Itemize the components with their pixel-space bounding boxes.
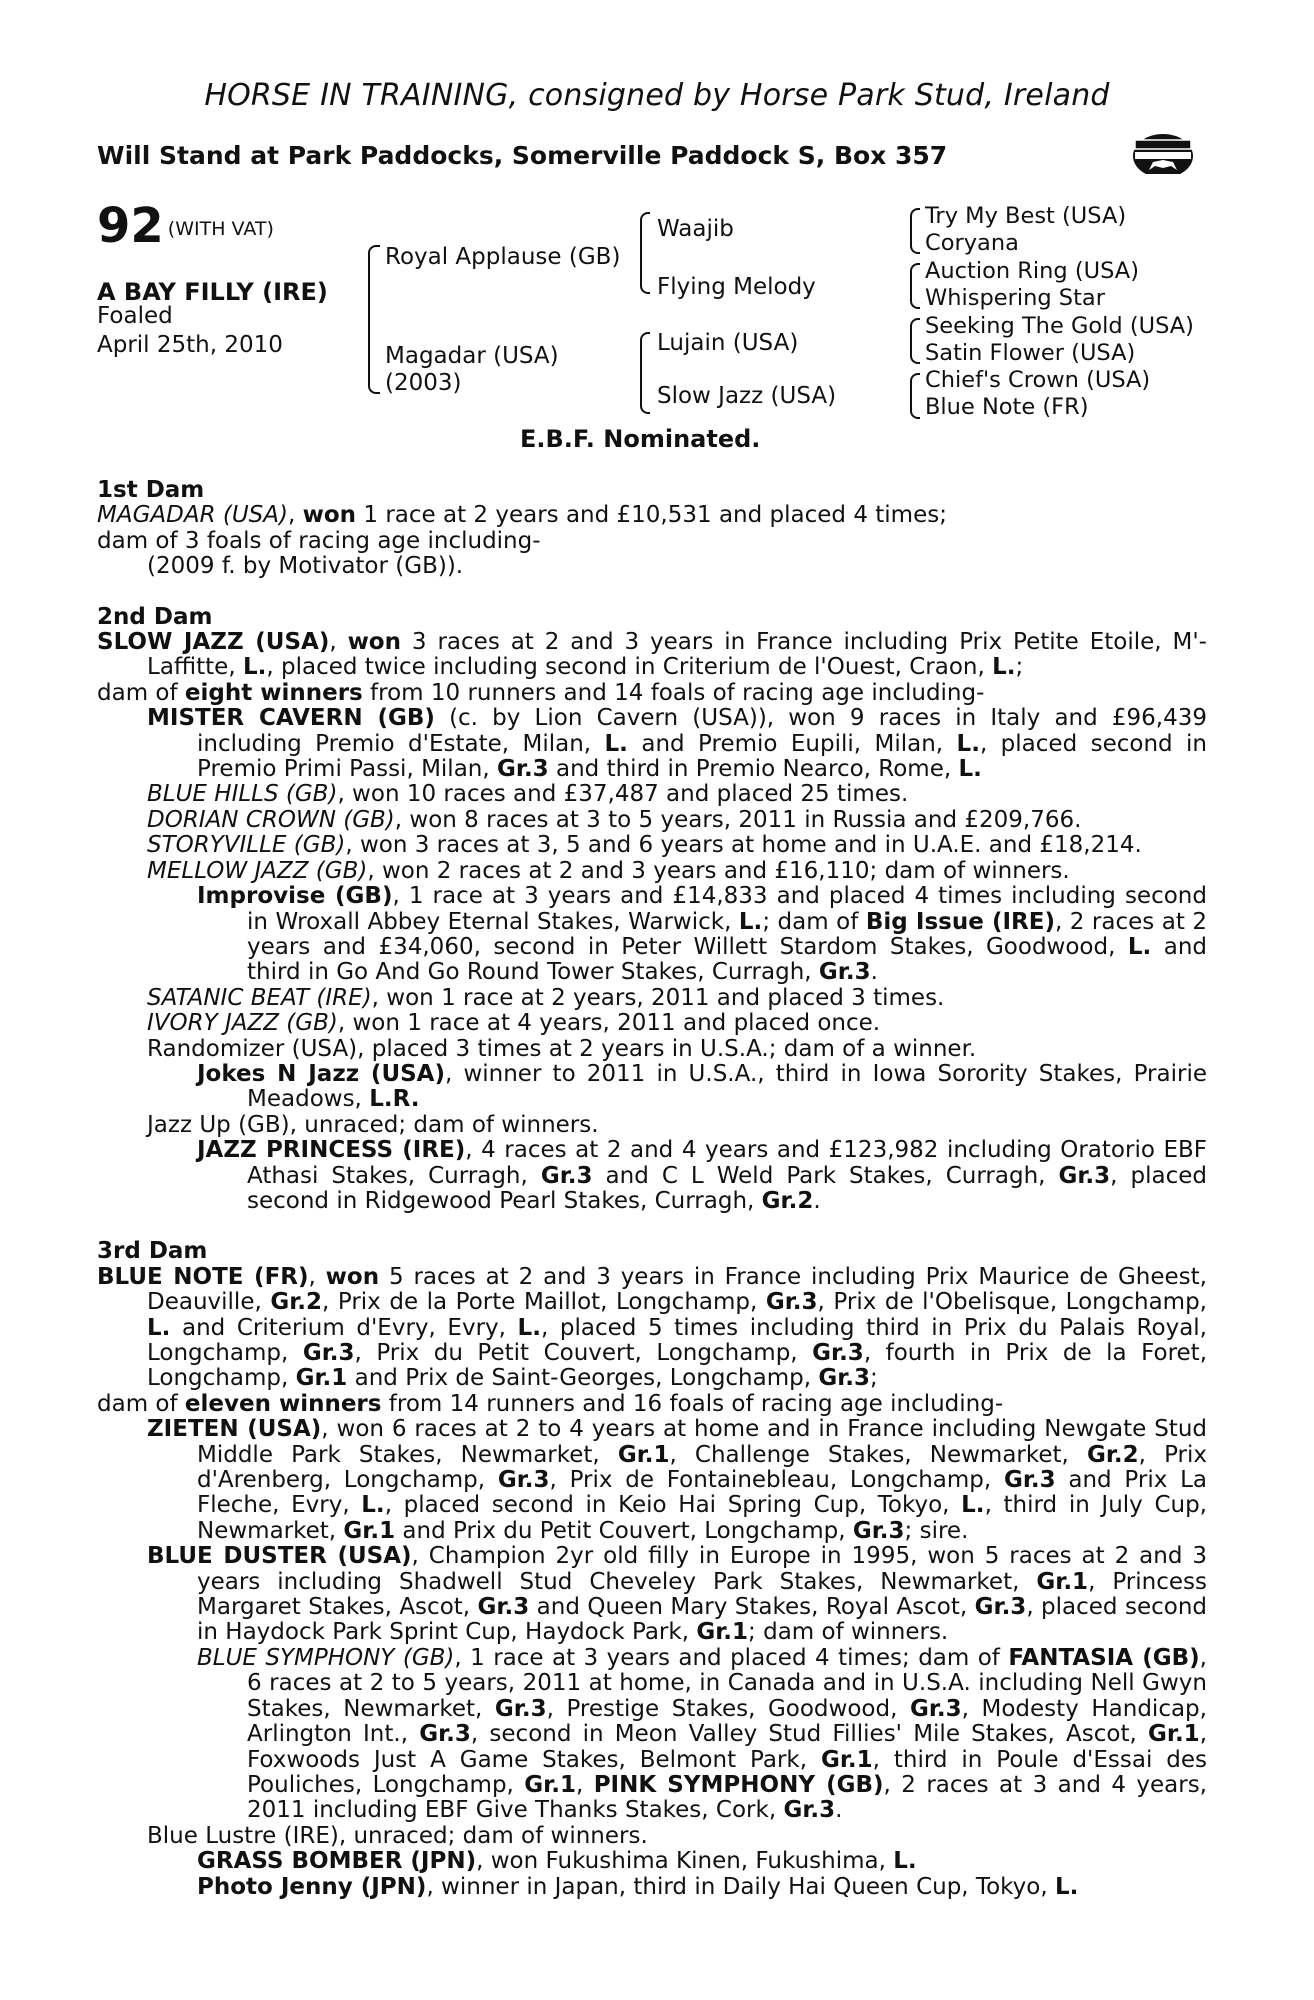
pedigree-g8: Blue Note (FR) bbox=[925, 394, 1089, 420]
pedigree-dam-year: (2003) bbox=[385, 370, 462, 396]
foaled-label: Foaled bbox=[97, 303, 173, 329]
produce-zieten: ZIETEN (USA), won 6 races at 2 to 4 years at home and in France including Newgate Stud Middle Park Stakes, Newmarket, Gr.1, Challenge Stakes, Newmarket, Gr.2, Prix d'Arenberg, Longchamp, Gr.3, Prix de Fontainebleau, Longchamp, Gr.3 and Prix La Fleche, Evry, L., placed second in Keio Hai Spring Cup, Tokyo, L., third in July Cup, Newmarket, Gr.1 and Prix du Petit Couvert, Longchamp, Gr.3; sire. bbox=[147, 1416, 1208, 1544]
stand-location: Will Stand at Park Paddocks, Somerville Paddock S, Box 357 bbox=[97, 141, 948, 170]
pedigree-g3: Auction Ring (USA) bbox=[925, 258, 1139, 284]
pedigree-g4: Whispering Star bbox=[925, 285, 1105, 311]
pedigree-g7: Chief's Crown (USA) bbox=[925, 367, 1151, 393]
produce-mellow-jazz: MELLOW JAZZ (GB), won 2 races at 2 and 3 years and £16,110; dam of winners. bbox=[147, 857, 1070, 884]
third-dam-heading: 3rd Dam bbox=[97, 1238, 208, 1265]
produce-randomizer: Randomizer (USA), placed 3 times at 2 years in U.S.A.; dam of a winner. bbox=[147, 1035, 977, 1062]
pedigree-brace bbox=[910, 208, 920, 254]
pedigree-g6: Satin Flower (USA) bbox=[925, 340, 1136, 366]
produce-blue-symphony: BLUE SYMPHONY (GB), 1 race at 3 years and placed 4 times; dam of FANTASIA (GB), 6 races at 2 to 5 years, 2011 at home, in Canada and in U.S.A. including Nell Gwyn Stakes, Newmarket, Gr.3, Prestige Stakes, Goodwood, Gr.3, Modesty Handicap, Arlington Int., Gr.3, second in Meon Valley Stud Fillies' Mile Stakes, Ascot, Gr.1, Foxwoods Just A Game Stakes, Belmont Park, Gr.1, third in Poule d'Essai des Pouliches, Longchamp, Gr.1, PINK SYMPHONY (GB), 2 races at 3 and 4 years, 2011 including EBF Give Thanks Stakes, Cork, Gr.3. bbox=[197, 1644, 1207, 1824]
pedigree-dam: Magadar (USA) bbox=[385, 343, 559, 369]
pedigree-g5: Seeking The Gold (USA) bbox=[925, 313, 1194, 339]
foaled-date: April 25th, 2010 bbox=[97, 332, 283, 358]
pedigree-brace bbox=[640, 212, 650, 294]
produce-jazz-princess: JAZZ PRINCESS (IRE), 4 races at 2 and 4 years and £123,982 including Oratorio EBF Athasi Stakes, Curragh, Gr.3 and C L Weld Park Stakes, Curragh, Gr.3, placed second in Ridgewood Pearl Stakes, Curragh, Gr.2. bbox=[197, 1137, 1207, 1214]
third-dam-produce: dam of eleven winners from 14 runners and 16 foals of racing age including- bbox=[97, 1390, 1004, 1417]
produce-photo-jenny: Photo Jenny (JPN), winner in Japan, third in Daily Hai Queen Cup, Tokyo, L. bbox=[197, 1873, 1079, 1900]
produce-satanic-beat: SATANIC BEAT (IRE), won 1 race at 2 years, 2011 and placed 3 times. bbox=[147, 984, 945, 1011]
foaled-info bbox=[97, 302, 283, 360]
pedigree-brace bbox=[640, 332, 650, 414]
produce-storyville: STORYVILLE (GB), won 3 races at 3, 5 and 6 years at home and in U.A.E. and £18,214. bbox=[147, 832, 1142, 859]
lot-number bbox=[97, 198, 274, 254]
pedigree-g2: Coryana bbox=[925, 230, 1019, 256]
first-dam-heading: 1st Dam bbox=[97, 477, 205, 503]
racing-post-badge-icon bbox=[1127, 126, 1199, 186]
produce-blue-hills: BLUE HILLS (GB), won 10 races and £37,487 and placed 25 times. bbox=[147, 781, 909, 808]
produce-jazz-up: Jazz Up (GB), unraced; dam of winners. bbox=[147, 1111, 599, 1138]
produce-mister-cavern: MISTER CAVERN (GB) (c. by Lion Cavern (USA)), won 9 races in Italy and £96,439 including Premio d'Estate, Milan, L. and Premio Eupili, Milan, L., placed second in Premio Primi Passi, Milan, Gr.3 and third in Premio Nearco, Rome, L. bbox=[147, 705, 1208, 783]
third-dam-record: BLUE NOTE (FR), won 5 races at 2 and 3 years in France including Prix Maurice de Gheest, Deauville, Gr.2, Prix de la Porte Maillot, Longchamp, Gr.3, Prix de l'Obelisque, Longchamp, L. and Criterium d'Evry, Evry, L., placed 5 times including third in Prix du Palais Royal, Longchamp, Gr.3, Prix du Petit Couvert, Longchamp, Gr.3, fourth in Prix de la Foret, Longchamp, Gr.1 and Prix de Saint-Georges, Longchamp, Gr.3; bbox=[97, 1263, 1207, 1392]
produce-blue-duster: BLUE DUSTER (USA), Champion 2yr old filly in Europe in 1995, won 5 races at 2 and 3 years including Shadwell Stud Cheveley Park Stakes, Newmarket, Gr.1, Princess Margaret Stakes, Ascot, Gr.3 and Queen Mary Stakes, Royal Ascot, Gr.3, placed second in Haydock Park Sprint Cup, Haydock Park, Gr.1; dam of winners. bbox=[147, 1543, 1208, 1646]
produce-blue-lustre: Blue Lustre (IRE), unraced; dam of winners. bbox=[147, 1822, 648, 1849]
ebf-nomination: E.B.F. Nominated. bbox=[520, 425, 761, 453]
pedigree-brace bbox=[368, 245, 380, 394]
first-dam-foal: (2009 f. by Motivator (GB)). bbox=[147, 553, 464, 580]
vat-note: (WITH VAT) bbox=[167, 217, 274, 240]
catalogue-body bbox=[97, 478, 1207, 1900]
first-dam-produce: dam of 3 foals of racing age including- bbox=[97, 527, 541, 554]
second-dam-record: SLOW JAZZ (USA), won 3 races at 2 and 3 years in France including Prix Petite Etoile, M'-Laffitte, L., placed twice including second in Criterium de l'Ouest, Craon, L.; bbox=[97, 629, 1207, 681]
pedigree-dam-sire: Lujain (USA) bbox=[657, 330, 799, 356]
produce-grass-bomber: GRASS BOMBER (JPN), won Fukushima Kinen, Fukushima, L. bbox=[197, 1848, 917, 1875]
pedigree-brace bbox=[910, 373, 920, 419]
first-dam-record: MAGADAR (USA), won 1 race at 2 years and £10,531 and placed 4 times; bbox=[97, 502, 947, 529]
pedigree-brace bbox=[910, 263, 920, 309]
pedigree-brace bbox=[910, 318, 920, 364]
second-dam-produce: dam of eight winners from 10 runners and 14 foals of racing age including- bbox=[97, 679, 985, 706]
page-title: HORSE IN TRAINING, consigned by Horse Park Stud, Ireland bbox=[204, 78, 1110, 113]
produce-ivory-jazz: IVORY JAZZ (GB), won 1 race at 4 years, 2011 and placed once. bbox=[147, 1010, 881, 1037]
pedigree-sire: Royal Applause (GB) bbox=[385, 244, 621, 270]
pedigree-sire-dam: Flying Melody bbox=[657, 274, 816, 300]
pedigree-dam-dam: Slow Jazz (USA) bbox=[657, 383, 837, 409]
lot-number-value: 92 bbox=[97, 198, 164, 254]
pedigree-sire-sire: Waajib bbox=[657, 216, 734, 242]
second-dam-heading: 2nd Dam bbox=[97, 603, 213, 630]
horse-description: A BAY FILLY (IRE) bbox=[97, 278, 328, 306]
produce-improvise: Improvise (GB), 1 race at 3 years and £14,833 and placed 4 times including second in Wroxall Abbey Eternal Stakes, Warwick, L.; dam of Big Issue (IRE), 2 races at 2 years and £34,060, second in Peter Willett Stardom Stakes, Goodwood, L. and third in Go And Go Round Tower Stakes, Curragh, Gr.3. bbox=[197, 883, 1207, 986]
pedigree-g1: Try My Best (USA) bbox=[925, 203, 1127, 229]
produce-jokes-n-jazz: Jokes N Jazz (USA), winner to 2011 in U.S.A., third in Iowa Sorority Stakes, Prairie Meadows, L.R. bbox=[197, 1060, 1207, 1113]
produce-dorian-crown: DORIAN CROWN (GB), won 8 races at 3 to 5 years, 2011 in Russia and £209,766. bbox=[147, 806, 1082, 833]
